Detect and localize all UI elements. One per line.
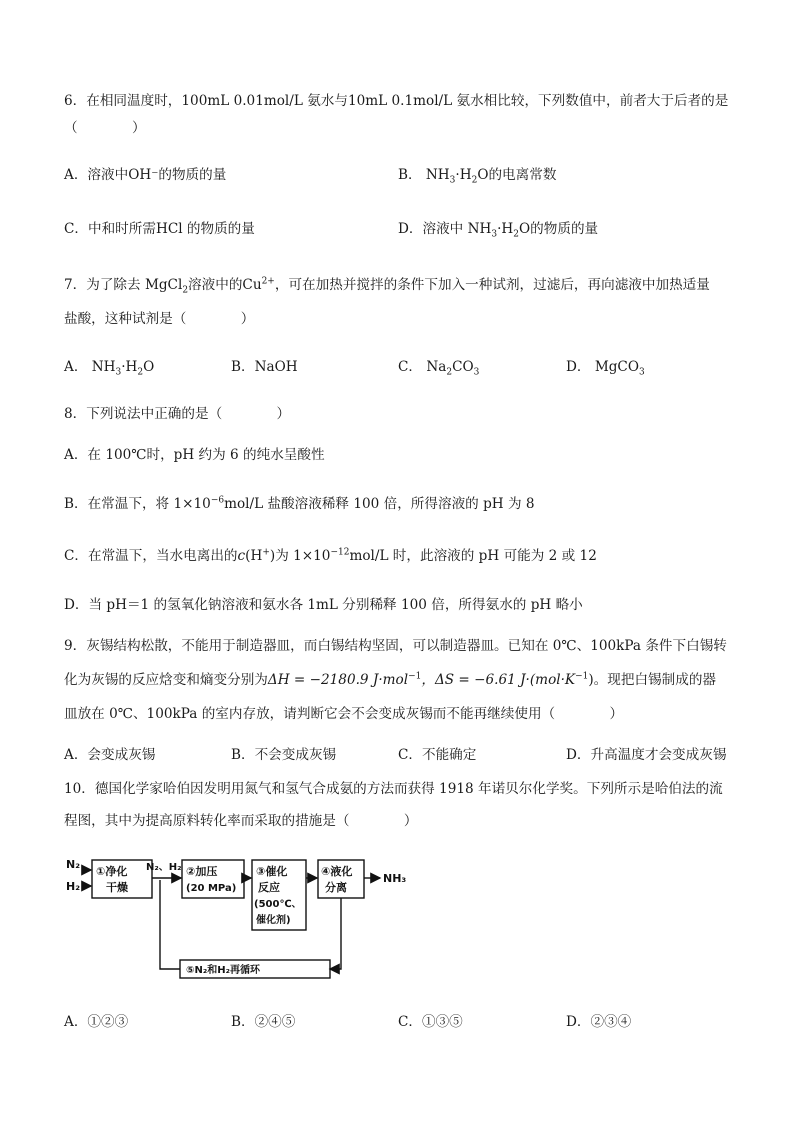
q8-option-d: D．当 pH＝1 的氢氧化钠溶液和氨水各 1mL 分别稀释 100 倍，所得氨水的 pH 略小: [64, 597, 583, 613]
box2-line1: ②加压: [186, 865, 218, 878]
box2-line2: (20 MPa): [186, 883, 237, 894]
q7-stem-line1: 7．为了除去 MgCl$_2$溶液中的$Cu^{2+}$，可在加热并搅拌的条件下加入一种试剂，过滤后，再向滤液中加热适量: [64, 276, 710, 296]
q6-option-a: A．溶液中OH⁻的物质的量: [64, 167, 227, 183]
q10-stem-line2: 程图，其中为提高原料转化率而采取的措施是（ ）: [64, 813, 418, 829]
box3-line4: 催化剂): [256, 915, 291, 926]
q9-option-a: A．会变成灰锡: [64, 747, 156, 763]
q7-option-a: A． $NH_3\cdot H_2O$: [64, 359, 155, 378]
q8-option-b: B．在常温下，将 $1\times 10^{-6}mol/L$ 盐酸溶液稀释 100 倍，所得溶液的 pH 为 8: [64, 495, 535, 512]
q9-option-c: C．不能确定: [398, 747, 477, 763]
q6-answer-blank: （ ）: [64, 120, 146, 136]
q7-option-b: B．NaOH: [231, 359, 298, 375]
q8-option-a: A．在 100℃时，pH 约为 6 的纯水呈酸性: [64, 447, 325, 463]
q6-option-c: C．中和时所需HCl 的物质的量: [64, 221, 255, 237]
input-n2-label: N₂: [66, 858, 81, 871]
output-nh3-label: NH₃: [383, 872, 407, 885]
q6-option-b: B． $NH_3\cdot H_2O$的电离常数: [398, 167, 557, 186]
q10-option-c: C．①③⑤: [398, 1014, 463, 1030]
box3-line1: ③催化: [256, 865, 288, 878]
q9-stem-line2: 化为灰锡的反应焓变和熵变分别为ΔH = −2180.9 J·mol$^{-1}$，ΔS = −6.61 $J\cdot(mol\cdot K^{-1})$。现把白锡制成的器: [64, 671, 717, 688]
box4-line1: ④液化: [321, 865, 353, 878]
q6-stem-line1: 6．在相同温度时，100mL 0.01mol/L 氨水与10mL 0.1mol/L 氨水相比较，下列数值中，前者大于后者的是: [64, 93, 729, 109]
q10-option-a: A．①②③: [64, 1014, 129, 1030]
q7-option-c: C． $Na_2CO_3$: [398, 359, 480, 378]
haber-process-flowchart: [62, 850, 422, 985]
box3-line3: (500℃、: [254, 899, 302, 910]
box3-line2: 反应: [258, 881, 280, 894]
q10-stem-line1: 10．德国化学家哈伯因发明用氮气和氢气合成氨的方法而获得 1918 年诺贝尔化学奖。下列所示是哈伯法的流: [64, 781, 723, 797]
q7-option-d: D． MgCO$_3$: [566, 359, 645, 378]
mid-n2-h2-label: N₂、H₂: [146, 862, 182, 873]
q7-stem-line2: 盐酸，这种试剂是（ ）: [64, 311, 255, 327]
q8-stem: 8．下列说法中正确的是（ ）: [64, 406, 291, 422]
box1-line1: ①净化: [96, 865, 128, 878]
box4-line2: 分离: [325, 881, 347, 894]
q9-option-b: B．不会变成灰锡: [231, 747, 337, 763]
q6-option-d: D．溶液中 $NH_3\cdot H_2O$的物质的量: [398, 221, 599, 240]
box5-label: ⑤N₂和H₂再循环: [186, 965, 260, 976]
q9-stem-line3: 皿放在 0℃、100kPa 的室内存放，请判断它会不会变成灰锡而不能再继续使用（ ）: [64, 706, 624, 722]
q9-option-d: D．升高温度才会变成灰锡: [566, 747, 727, 763]
q8-option-c: C．在常温下，当水电离出的c(H+)为 $1\times 10^{-12}mol/L$ 时，此溶液的 pH 可能为 2 或 12: [64, 547, 597, 564]
q10-option-b: B．②④⑤: [231, 1014, 296, 1030]
q9-stem-line1: 9．灰锡结构松散，不能用于制造器皿，而白锡结构坚固，可以制造器皿。已知在 0℃、100kPa 条件下白锡转: [64, 638, 727, 654]
q10-option-d: D．②③④: [566, 1014, 632, 1030]
box1-line2: 干燥: [106, 881, 128, 894]
input-h2-label: H₂: [66, 880, 81, 893]
